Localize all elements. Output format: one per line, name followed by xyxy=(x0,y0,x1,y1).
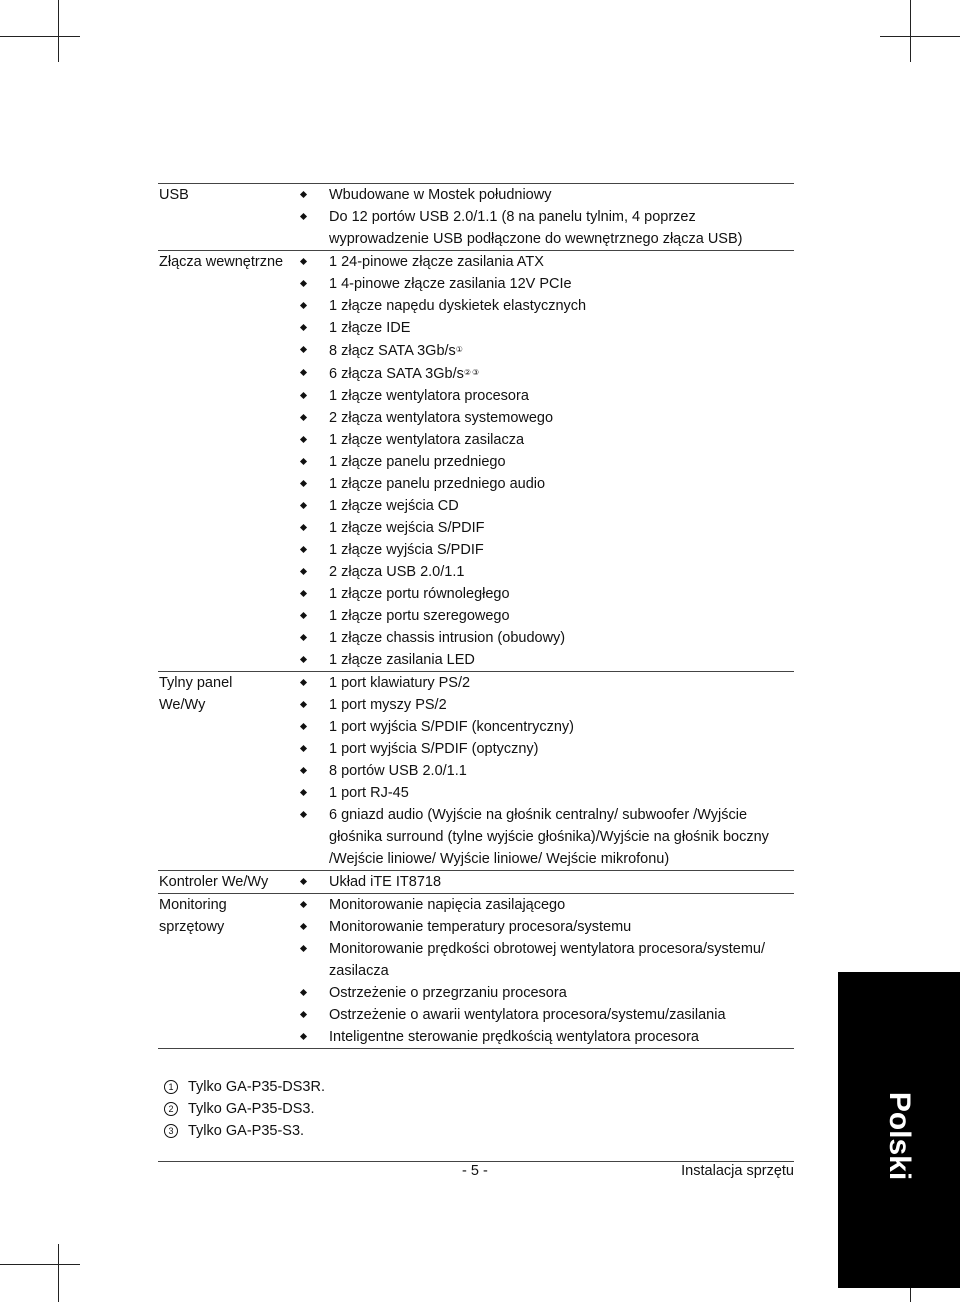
spec-item xyxy=(293,561,794,583)
spec-item xyxy=(293,694,794,716)
crop-mark xyxy=(58,1244,59,1302)
footnote-ref: ②③ xyxy=(463,368,481,377)
spec-item-text: Ostrzeżenie o przegrzaniu procesora xyxy=(329,985,567,1001)
crop-mark xyxy=(0,1264,80,1265)
section-label: Złącza wewnętrzne xyxy=(159,254,284,270)
diamond-bullet-icon xyxy=(300,656,307,663)
spec-item-text: 1 port RJ-45 xyxy=(329,785,409,801)
spec-section xyxy=(158,671,794,870)
diamond-bullet-icon xyxy=(300,723,307,730)
spec-item-text: Wbudowane w Mostek południowy xyxy=(329,187,552,203)
spec-item xyxy=(293,782,794,804)
section-label: Monitoring sprzętowy xyxy=(159,897,227,935)
spec-item-text: Monitorowanie napięcia zasilającego xyxy=(329,897,566,913)
page-number: - 5 - xyxy=(462,1163,488,1179)
spec-item xyxy=(293,407,794,429)
section-label: Tylny panel We/Wy xyxy=(159,675,233,713)
spec-item-text: 1 port myszy PS/2 xyxy=(329,697,447,713)
spec-item-text: 1 złącze IDE xyxy=(329,320,411,336)
spec-item-text: 1 złącze napędu dyskietek elastycznych xyxy=(329,298,587,314)
spec-item xyxy=(293,738,794,760)
spec-item-text: Monitorowanie prędkości obrotowej wentylatora procesora/systemu/ zasilacza xyxy=(329,941,766,979)
spec-item xyxy=(293,1004,794,1026)
spec-item xyxy=(293,672,794,694)
spec-item-text: 1 złącze chassis intrusion (obudowy) xyxy=(329,630,566,646)
diamond-bullet-icon xyxy=(300,1011,307,1018)
spec-item-text: 6 gniazd audio (Wyjście na głośnik centralny/ subwoofer /Wyjście głośnika surround (tylne wyjście głośnika)/Wyjście na głośnik boczny /Wejście liniowe/ Wyjście liniowe/ Wejście mikrofonu) xyxy=(329,807,769,867)
spec-item-text: 2 złącza wentylatora systemowego xyxy=(329,410,554,426)
spec-item-text: 1 złącze wyjścia S/PDIF xyxy=(329,542,484,558)
diamond-bullet-icon xyxy=(300,213,307,220)
footnote-text: Tylko GA-P35-S3. xyxy=(188,1123,305,1139)
crop-mark xyxy=(58,0,59,62)
diamond-bullet-icon xyxy=(300,634,307,641)
footnote-mark: 2 xyxy=(164,1102,178,1116)
footnote-text: Tylko GA-P35-DS3R. xyxy=(188,1079,325,1095)
diamond-bullet-icon xyxy=(300,346,307,353)
section-items xyxy=(293,894,794,1048)
spec-item-text: 6 złącza SATA 3Gb/s xyxy=(329,366,464,382)
diamond-bullet-icon xyxy=(300,612,307,619)
diamond-bullet-icon xyxy=(300,590,307,597)
diamond-bullet-icon xyxy=(300,458,307,465)
footnote-text: Tylko GA-P35-DS3. xyxy=(188,1101,315,1117)
spec-item xyxy=(293,982,794,1004)
diamond-bullet-icon xyxy=(300,745,307,752)
spec-section xyxy=(158,893,794,1049)
diamond-bullet-icon xyxy=(300,679,307,686)
spec-item xyxy=(293,1026,794,1048)
diamond-bullet-icon xyxy=(300,789,307,796)
spec-item-text: Inteligentne sterowanie prędkością wentylatora procesora xyxy=(329,1029,699,1045)
diamond-bullet-icon xyxy=(300,923,307,930)
diamond-bullet-icon xyxy=(300,502,307,509)
footnote-mark: 3 xyxy=(164,1124,178,1138)
diamond-bullet-icon xyxy=(300,568,307,575)
diamond-bullet-icon xyxy=(300,878,307,885)
spec-item-text: 1 4-pinowe złącze zasilania 12V PCIe xyxy=(329,276,572,292)
diamond-bullet-icon xyxy=(300,480,307,487)
spec-item-text: 1 złącze wejścia S/PDIF xyxy=(329,520,485,536)
spec-item xyxy=(293,760,794,782)
spec-section xyxy=(158,250,794,671)
spec-item-text: 1 port wyjścia S/PDIF (optyczny) xyxy=(329,741,539,757)
spec-item xyxy=(293,495,794,517)
section-label: USB xyxy=(159,187,189,203)
section-items xyxy=(293,251,794,671)
diamond-bullet-icon xyxy=(300,258,307,265)
spec-item xyxy=(293,184,794,206)
spec-item xyxy=(293,339,794,362)
spec-item-text: 1 złącze portu równoległego xyxy=(329,586,510,602)
spec-item xyxy=(293,295,794,317)
spec-item xyxy=(293,251,794,273)
spec-item xyxy=(293,362,794,385)
diamond-bullet-icon xyxy=(300,901,307,908)
spec-item-text: 1 port klawiatury PS/2 xyxy=(329,675,471,691)
diamond-bullet-icon xyxy=(300,945,307,952)
section-label: Kontroler We/Wy xyxy=(159,874,269,890)
spec-item xyxy=(293,605,794,627)
section-items xyxy=(293,672,794,870)
spec-item xyxy=(293,206,794,250)
spec-item-text: Ostrzeżenie o awarii wentylatora procesora/systemu/zasilania xyxy=(329,1007,726,1023)
spec-item xyxy=(293,451,794,473)
spec-item xyxy=(293,627,794,649)
diamond-bullet-icon xyxy=(300,324,307,331)
spec-item xyxy=(293,473,794,495)
section-items xyxy=(293,871,794,893)
spec-item xyxy=(293,716,794,738)
diamond-bullet-icon xyxy=(300,302,307,309)
spec-section xyxy=(158,183,794,250)
spec-item-text: Monitorowanie temperatury procesora/systemu xyxy=(329,919,632,935)
spec-item xyxy=(293,273,794,295)
spec-item xyxy=(293,894,794,916)
footnotes xyxy=(164,1076,325,1142)
crop-mark xyxy=(910,0,911,62)
diamond-bullet-icon xyxy=(300,546,307,553)
language-tab xyxy=(838,972,960,1288)
diamond-bullet-icon xyxy=(300,392,307,399)
spec-item-text: Do 12 portów USB 2.0/1.1 (8 na panelu tylnim, 4 poprzez wyprowadzenie USB podłączone do wewnętrznego złącza USB) xyxy=(329,209,743,247)
spec-table xyxy=(158,183,794,1049)
footnote-mark: 1 xyxy=(164,1080,178,1094)
spec-item-text: 1 złącze zasilania LED xyxy=(329,652,475,668)
spec-item xyxy=(293,583,794,605)
spec-item-text: 1 złącze wejścia CD xyxy=(329,498,459,514)
spec-item-text: 2 złącza USB 2.0/1.1 xyxy=(329,564,465,580)
diamond-bullet-icon xyxy=(300,989,307,996)
section-items xyxy=(293,184,794,250)
spec-item xyxy=(293,317,794,339)
spec-item xyxy=(293,649,794,671)
diamond-bullet-icon xyxy=(300,1033,307,1040)
diamond-bullet-icon xyxy=(300,414,307,421)
spec-item-text: 8 złącz SATA 3Gb/s xyxy=(329,343,456,359)
spec-item xyxy=(293,804,794,870)
diamond-bullet-icon xyxy=(300,767,307,774)
diamond-bullet-icon xyxy=(300,524,307,531)
spec-item-text: Układ iTE IT8718 xyxy=(329,874,442,890)
spec-item-text: 1 złącze portu szeregowego xyxy=(329,608,510,624)
crop-mark xyxy=(880,36,960,37)
diamond-bullet-icon xyxy=(300,811,307,818)
footer-title: Instalacja sprzętu xyxy=(681,1163,794,1179)
footnote xyxy=(164,1076,325,1098)
footnote-ref: ① xyxy=(455,345,464,354)
diamond-bullet-icon xyxy=(300,280,307,287)
spec-item xyxy=(293,385,794,407)
footnote xyxy=(164,1120,325,1142)
spec-item xyxy=(293,871,794,893)
spec-item-text: 8 portów USB 2.0/1.1 xyxy=(329,763,467,779)
spec-item xyxy=(293,938,794,982)
crop-mark xyxy=(0,36,80,37)
diamond-bullet-icon xyxy=(300,369,307,376)
diamond-bullet-icon xyxy=(300,191,307,198)
footnote xyxy=(164,1098,325,1120)
diamond-bullet-icon xyxy=(300,701,307,708)
diamond-bullet-icon xyxy=(300,436,307,443)
spec-item-text: 1 złącze panelu przedniego audio xyxy=(329,476,546,492)
spec-item-text: 1 złącze panelu przedniego xyxy=(329,454,506,470)
spec-item-text: 1 24-pinowe złącze zasilania ATX xyxy=(329,254,544,270)
language-tab-label: Polski xyxy=(883,1091,916,1181)
spec-item-text: 1 złącze wentylatora procesora xyxy=(329,388,529,404)
spec-item xyxy=(293,539,794,561)
spec-item-text: 1 port wyjścia S/PDIF (koncentryczny) xyxy=(329,719,574,735)
spec-item xyxy=(293,429,794,451)
spec-item xyxy=(293,517,794,539)
spec-item-text: 1 złącze wentylatora zasilacza xyxy=(329,432,525,448)
spec-section xyxy=(158,870,794,893)
spec-item xyxy=(293,916,794,938)
